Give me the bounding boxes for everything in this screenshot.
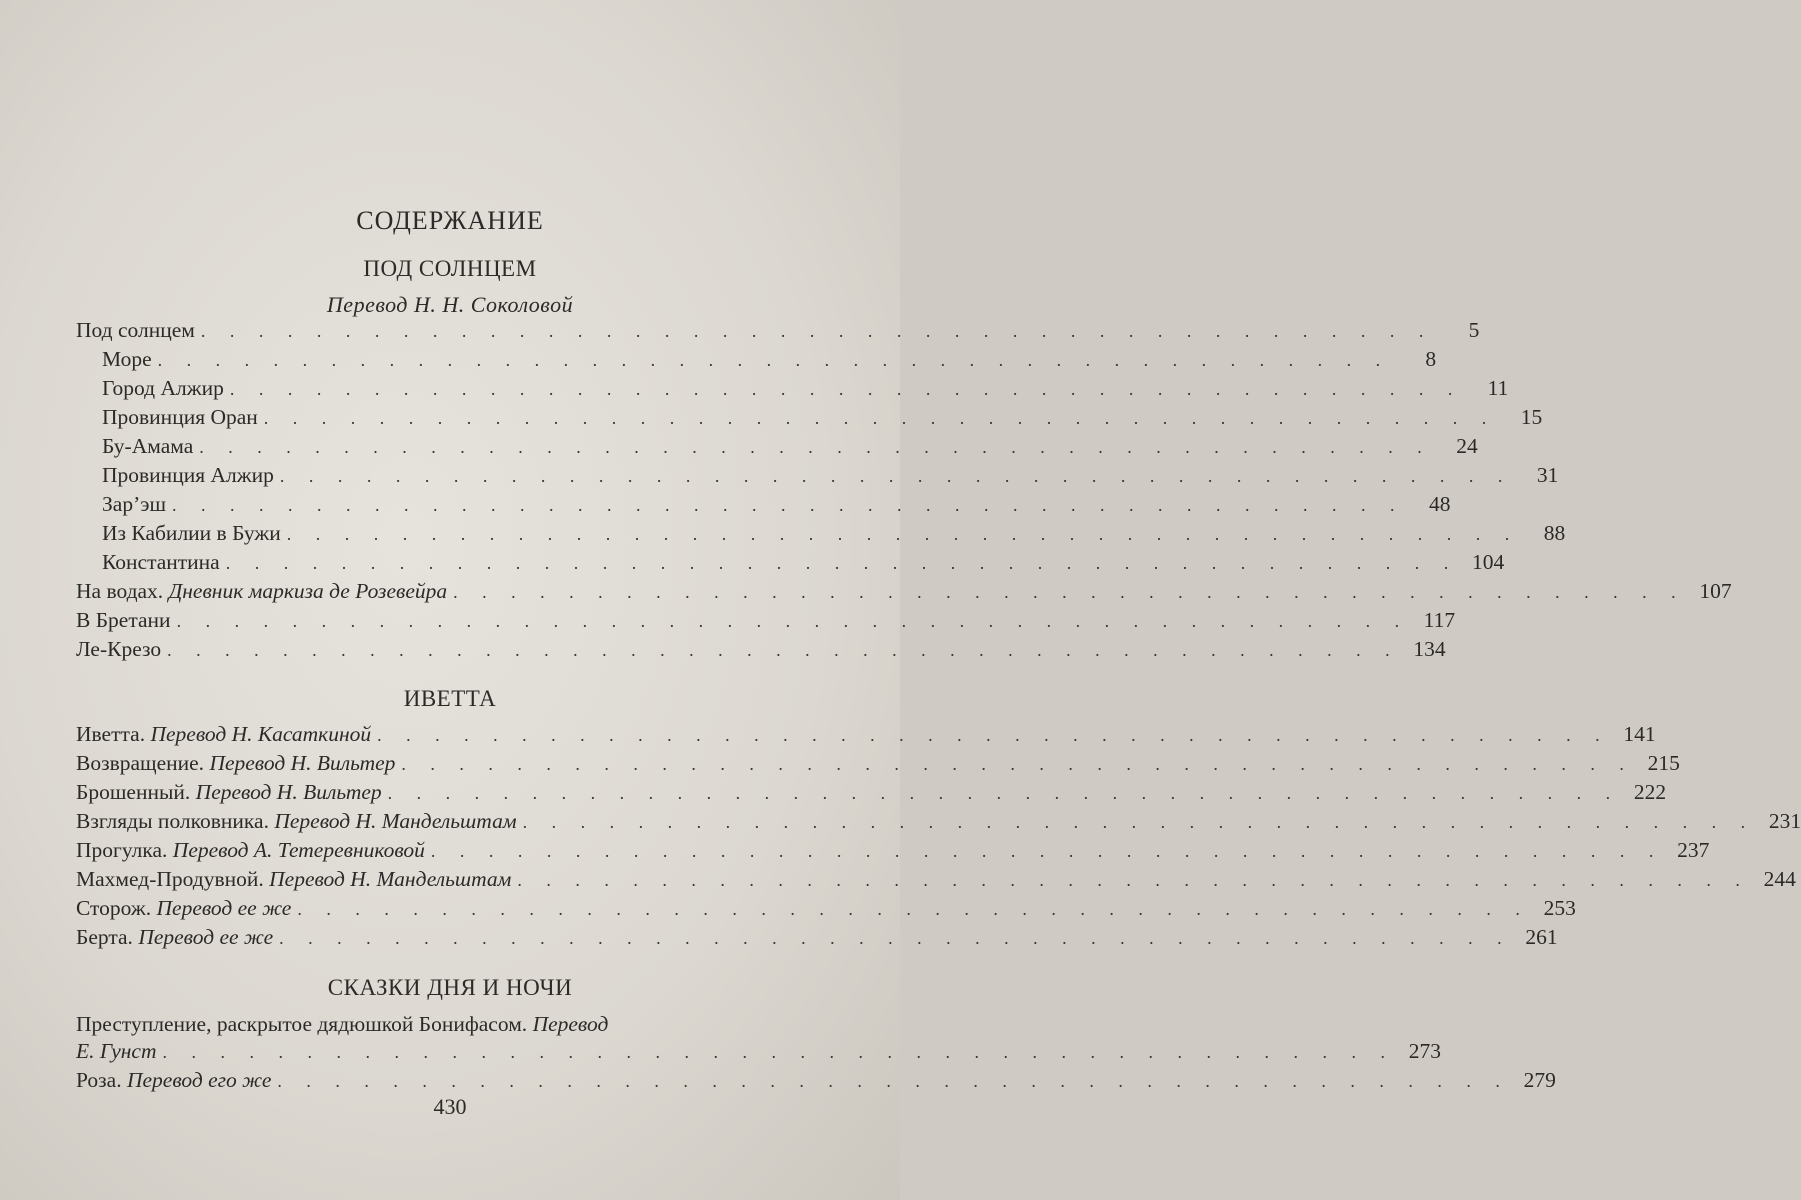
toc-entry <box>76 722 1656 752</box>
entry-title: Провинция Оран <box>102 405 258 429</box>
entry-title-text: На водах. <box>76 579 164 603</box>
entry-page: 117 <box>1423 608 1456 632</box>
entry-title <box>76 925 273 950</box>
toc-entry <box>76 579 1732 609</box>
entry-title-text: Брошенный. <box>76 780 191 804</box>
entry-title <box>76 722 371 747</box>
dot-leader: . . . . . . . . . . . . . . . . . . . . . . . . . . . . . . . . . . . . . . . . . . . <box>430 841 1664 861</box>
dot-leader: . . . . . . . . . . . . . . . . . . . . . . . . . . . . . . . . . . . . . . . . . . . <box>229 379 1463 399</box>
entry-page: 24 <box>1456 434 1478 458</box>
dot-leader: . . . . . . . . . . . . . . . . . . . . . . . . . . . . . . . . . . . . . . . . . . . <box>263 408 1497 428</box>
toc-entry <box>76 318 1480 348</box>
entry-page: 31 <box>1536 463 1559 487</box>
dot-leader: . . . . . . . . . . . . . . . . . . . . . . . . . . . . . . . . . . . . . . . . . . . <box>176 611 1410 631</box>
dot-leader: . . . . . . . . . . . . . . . . . . . . . . . . . . . . . . . . . . . . . . . . . . . <box>297 899 1530 919</box>
dot-leader: . . . . . . . . . . . . . . . . . . . . . . . . . . . . . . . . . . . . . . . . . . . <box>200 321 1434 341</box>
entry-page: 215 <box>1647 751 1680 775</box>
entry-title: Под солнцем <box>76 318 195 342</box>
entry-note: Перевод ее же <box>156 896 292 920</box>
toc-entry <box>76 637 1446 667</box>
entry-title: Бу-Амама <box>102 434 194 458</box>
entry-page: 104 <box>1471 550 1505 574</box>
entry-note: Перевод <box>532 1012 609 1036</box>
entry-page: 261 <box>1525 925 1558 949</box>
entry-note: Перевод Н. Мандельштам <box>269 867 512 891</box>
dot-leader: . . . . . . . . . . . . . . . . . . . . . . . . . . . . . . . . . . . . . . . . . . . <box>277 1071 1510 1091</box>
entry-note: Перевод Н. Касаткиной <box>150 722 372 746</box>
toc-entry <box>76 608 1456 638</box>
entry-title <box>76 780 382 805</box>
section-title: ПОД СОЛНЦЕМ <box>363 256 537 281</box>
dot-leader: . . . . . . . . . . . . . . . . . . . . . . . . . . . . . . . . . . . . . . . . . . . <box>286 524 1520 544</box>
entry-title: Зар’эш <box>102 492 167 516</box>
entry-title-continued <box>76 1039 156 1064</box>
dot-leader: . . . . . . . . . . . . . . . . . . . . . . . . . . . . . . . . . . . . . . . . . . . <box>453 582 1686 602</box>
contents-heading: СОДЕРЖАНИЕ <box>356 206 544 235</box>
entry-page: 244 <box>1763 867 1796 891</box>
dot-leader: . . . . . . . . . . . . . . . . . . . . . . . . . . . . . . . . . . . . . . . . . . . <box>162 1042 1395 1062</box>
toc-entry-first-line <box>76 1012 802 1042</box>
entry-page: 5 <box>1468 318 1480 342</box>
entry-note-continued: Е. Гунст <box>76 1039 157 1063</box>
entry-title: Море <box>102 347 152 371</box>
entry-note: Перевод Н. Вильтер <box>209 751 396 775</box>
entry-page: 231 <box>1768 809 1801 833</box>
entry-note: Перевод ее же <box>138 925 274 949</box>
toc-entry <box>102 376 1509 406</box>
entry-title <box>76 1068 271 1093</box>
dot-leader: . . . . . . . . . . . . . . . . . . . . . . . . . . . . . . . . . . . . . . . . . . . <box>387 783 1621 803</box>
dot-leader: . . . . . . . . . . . . . . . . . . . . . . . . . . . . . . . . . . . . . . . . . . . <box>225 553 1459 573</box>
entry-title-text: Махмед-Продувной. <box>76 867 264 891</box>
dot-leader: . . . . . . . . . . . . . . . . . . . . . . . . . . . . . . . . . . . . . . . . . . . <box>157 350 1391 370</box>
entry-page: 141 <box>1623 722 1656 746</box>
entry-title <box>76 579 447 604</box>
entry-title: В Бретани <box>76 608 171 632</box>
section-title: СКАЗКИ ДНЯ И НОЧИ <box>327 975 573 1000</box>
entry-page: 107 <box>1699 579 1732 603</box>
toc-entry <box>76 896 1576 926</box>
entry-note: Перевод Н. Вильтер <box>195 780 382 804</box>
entry-page: 48 <box>1429 492 1451 516</box>
dot-leader: . . . . . . . . . . . . . . . . . . . . . . . . . . . . . . . . . . . . . . . . . . . <box>167 640 1400 660</box>
entry-title: Ле-Крезо <box>76 637 162 661</box>
dot-leader: . . . . . . . . . . . . . . . . . . . . . . . . . . . . . . . . . . . . . . . . . . . <box>279 466 1513 486</box>
entry-title: Провинция Алжир <box>102 463 274 487</box>
entry-title <box>76 809 517 834</box>
toc-entry <box>102 347 1437 377</box>
dot-leader: . . . . . . . . . . . . . . . . . . . . . . . . . . . . . . . . . . . . . . . . . . . <box>199 437 1432 457</box>
toc-entry <box>76 751 1680 781</box>
entry-note: Дневник маркиза де Розевейра <box>168 579 448 603</box>
entry-title: Город Алжир <box>102 376 224 400</box>
entry-note: Перевод А. Тетеревниковой <box>172 838 425 862</box>
entry-title-text: Роза. <box>76 1068 122 1092</box>
entry-page: 237 <box>1677 838 1710 862</box>
entry-page: 8 <box>1425 347 1437 371</box>
entry-title-text: Берта. <box>76 925 133 949</box>
toc-entry <box>76 780 1667 810</box>
entry-title-text: Иветта. <box>76 722 146 746</box>
section-translator: Перевод Н. Н. Соколовой <box>326 292 574 317</box>
entry-page: 253 <box>1543 896 1576 920</box>
section-title: ИВЕТТА <box>403 686 497 711</box>
entry-page: 273 <box>1408 1039 1441 1063</box>
page-number: 430 <box>433 1094 467 1119</box>
toc-entry <box>76 867 1796 897</box>
entry-title <box>76 896 291 921</box>
entry-title: Константина <box>102 550 220 574</box>
entry-page: 11 <box>1487 376 1509 400</box>
toc-entry <box>102 521 1566 551</box>
dot-leader: . . . . . . . . . . . . . . . . . . . . . . . . . . . . . . . . . . . . . . . . . . . <box>172 495 1405 515</box>
entry-title <box>76 867 511 892</box>
entry-note: Перевод его же <box>126 1068 272 1092</box>
dot-leader: . . . . . . . . . . . . . . . . . . . . . . . . . . . . . . . . . . . . . . . . . . . <box>401 754 1634 774</box>
entry-title-text: Прогулка. <box>76 838 168 862</box>
entry-title: Из Кабилии в Бужи <box>102 521 281 545</box>
toc-entry <box>102 550 1505 580</box>
entry-page: 279 <box>1523 1068 1556 1092</box>
entry-page: 15 <box>1520 405 1543 429</box>
toc-entry <box>76 809 1801 839</box>
entry-title <box>76 1012 608 1037</box>
dot-leader: . . . . . . . . . . . . . . . . . . . . . . . . . . . . . . . . . . . . . . . . . . . <box>522 812 1756 832</box>
entry-title <box>76 838 425 863</box>
entry-title-text: Возвращение. <box>76 751 205 775</box>
entry-page: 88 <box>1543 521 1566 545</box>
toc-entry <box>102 463 1559 493</box>
toc-entry <box>102 492 1451 522</box>
toc-entry <box>102 405 1543 435</box>
entry-title-text: Взгляды полковника. <box>76 809 269 833</box>
toc-entry <box>76 925 1558 955</box>
entry-title <box>76 751 395 776</box>
dot-leader: . . . . . . . . . . . . . . . . . . . . . . . . . . . . . . . . . . . . . . . . . . . <box>517 870 1750 890</box>
dot-leader: . . . . . . . . . . . . . . . . . . . . . . . . . . . . . . . . . . . . . . . . . . . <box>279 928 1512 948</box>
toc-entry <box>102 434 1478 464</box>
entry-page: 134 <box>1413 637 1446 661</box>
dot-leader: . . . . . . . . . . . . . . . . . . . . . . . . . . . . . . . . . . . . . . . . . . . <box>377 725 1610 745</box>
entry-title-text: Сторож. <box>76 896 152 920</box>
entry-title-text: Преступление, раскрытое дядюшкой Бонифасом. <box>76 1012 528 1036</box>
entry-page: 222 <box>1633 780 1667 804</box>
entry-note: Перевод Н. Мандельштам <box>274 809 517 833</box>
toc-entry <box>76 1039 1441 1069</box>
toc-entry <box>76 838 1710 868</box>
